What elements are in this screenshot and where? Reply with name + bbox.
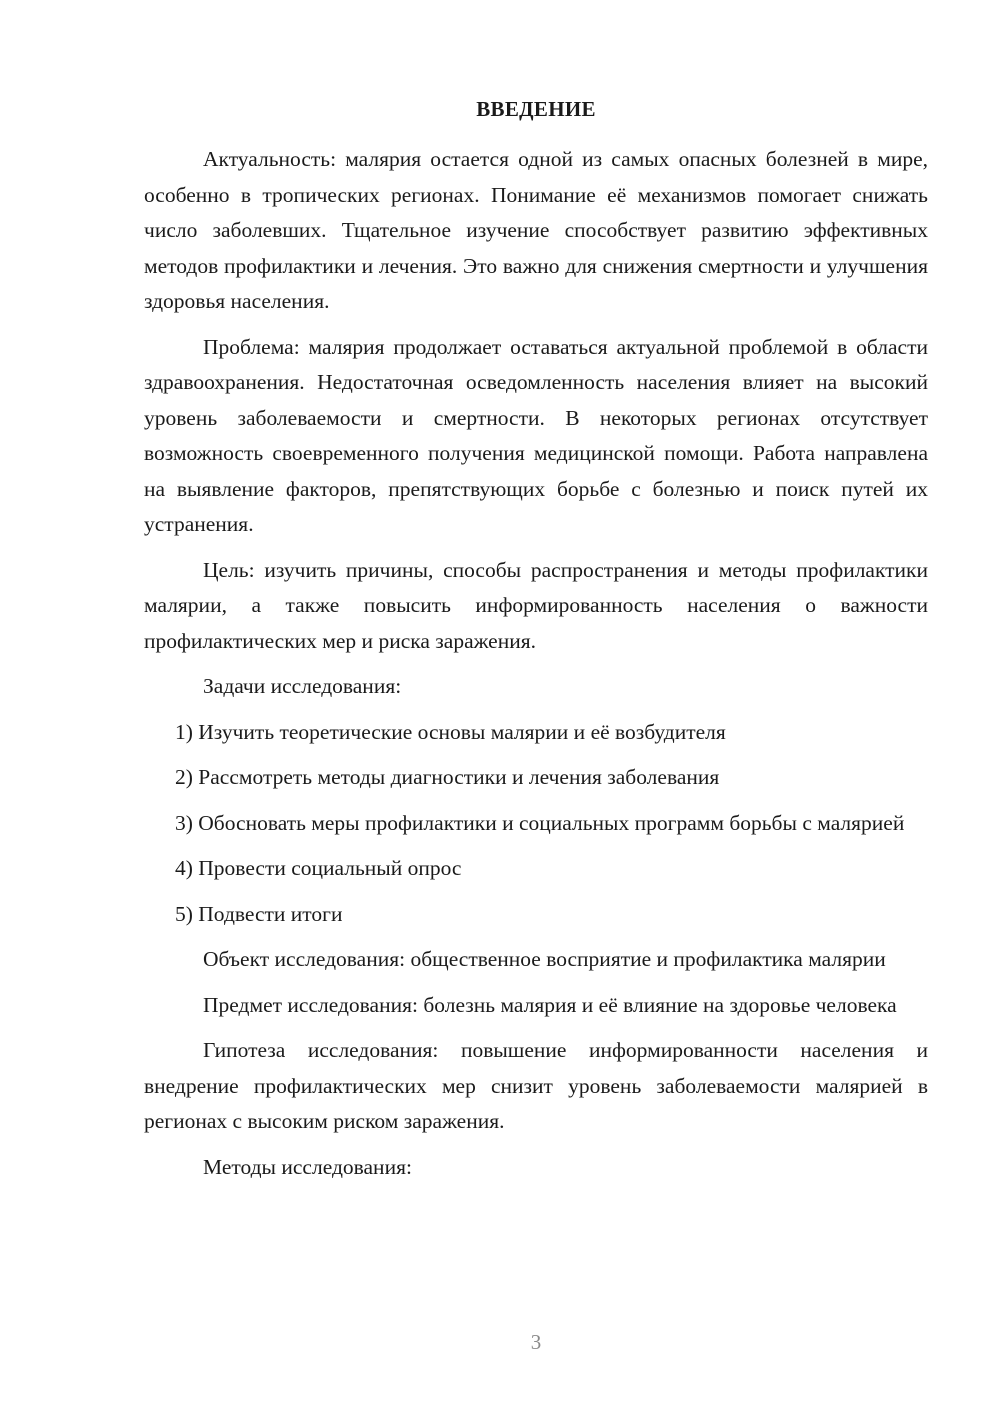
paragraph-goal: Цель: изучить причины, способы распространения и методы профилактики малярии, а также повысить информированность населения о важности профилактических мер и риска заражения.	[144, 557, 928, 653]
list-item: 2) Рассмотреть методы диагностики и лечения заболевания	[175, 765, 720, 789]
list-item: 3) Обосновать меры профилактики и социальных программ борьбы с малярией	[175, 810, 905, 835]
document-page	[144, 94, 928, 1195]
paragraph-relevance: Актуальность: малярия остается одной из самых опасных болезней в мире, особенно в тропических регионах. Понимание её механизмов помогает снижать число заболевших. Тщательное изучение способствует развитию эффективных методов профилактики и лечения. Это важно для снижения смертности и улучшения здоровья населения.	[144, 147, 928, 313]
list-item: 1) Изучить теоретические основы малярии и её возбудителя	[175, 719, 726, 744]
paragraph-subject: Предмет исследования: болезнь малярия и её влияние на здоровье человека	[203, 992, 897, 1017]
section-title: ВВЕДЕНИЕ	[476, 97, 596, 121]
tasks-list	[144, 715, 928, 933]
paragraph-tasks-heading: Задачи исследования:	[203, 674, 402, 698]
list-item: 4) Провести социальный опрос	[175, 856, 462, 880]
paragraph-problem: Проблема: малярия продолжает оставаться актуальной проблемой в области здравоохранения. Недостаточная осведомленность населения влияет на высокий уровень заболеваемости и смертности. В некоторых регионах отсутствует возможность своевременного получения медицинской помощи. Работа направлена на выявление факторов, препятствующих борьбе с болезнью и поиск путей их устранения.	[144, 334, 928, 536]
paragraph-methods-heading: Методы исследования:	[203, 1154, 412, 1179]
paragraph-hypothesis: Гипотеза исследования: повышение информированности населения и внедрение профилактических мер снизит уровень заболеваемости малярией в регионах с высоким риском заражения.	[144, 1038, 928, 1133]
paragraph-object: Объект исследования: общественное восприятие и профилактика малярии	[203, 947, 886, 971]
list-item: 5) Подвести итоги	[175, 901, 343, 926]
page-number: 3	[530, 1330, 542, 1354]
